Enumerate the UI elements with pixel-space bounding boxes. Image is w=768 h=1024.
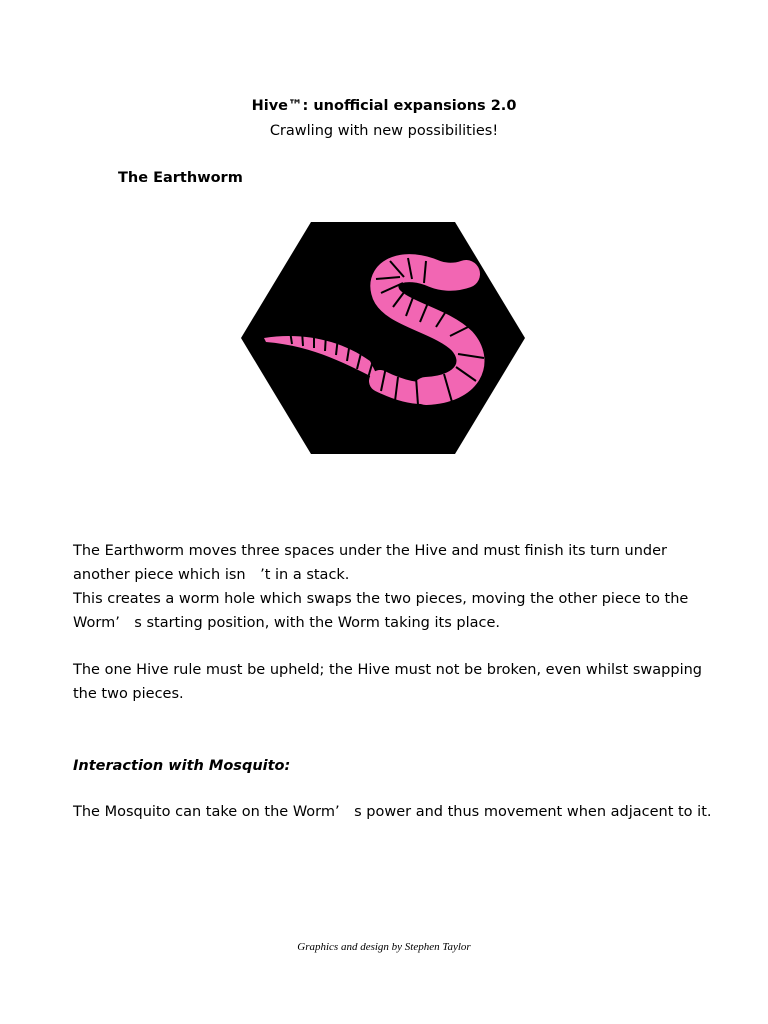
rules-paragraph-one-hive <box>73 658 713 706</box>
text-line: The Earthworm moves three spaces under the Hive and must finish its turn under <box>73 543 667 559</box>
text-line: The one Hive rule must be upheld; the Hive must not be broken, even whilst swapping <box>73 662 702 678</box>
document-title: Hive™: unofficial expansions 2.0 <box>251 98 517 114</box>
document-subtitle: Crawling with new possibilities! <box>269 123 499 139</box>
rules-paragraph-mosquito <box>73 800 713 824</box>
earthworm-icon <box>240 221 526 455</box>
text-line: The Mosquito can take on the Worm’ s power and thus movement when adjacent to it. <box>73 804 712 820</box>
text-line: the two pieces. <box>73 686 184 702</box>
rules-paragraph-movement <box>73 539 713 635</box>
interaction-heading: Interaction with Mosquito: <box>73 758 291 774</box>
earthworm-tile <box>240 221 526 455</box>
section-heading: The Earthworm <box>118 170 243 186</box>
text-line: This creates a worm hole which swaps the two pieces, moving the other piece to the <box>73 591 689 607</box>
footer-credit: Graphics and design by Stephen Taylor <box>297 941 471 953</box>
text-line: Worm’ s starting position, with the Worm taking its place. <box>73 615 500 631</box>
text-line: another piece which isn ’t in a stack. <box>73 567 350 583</box>
